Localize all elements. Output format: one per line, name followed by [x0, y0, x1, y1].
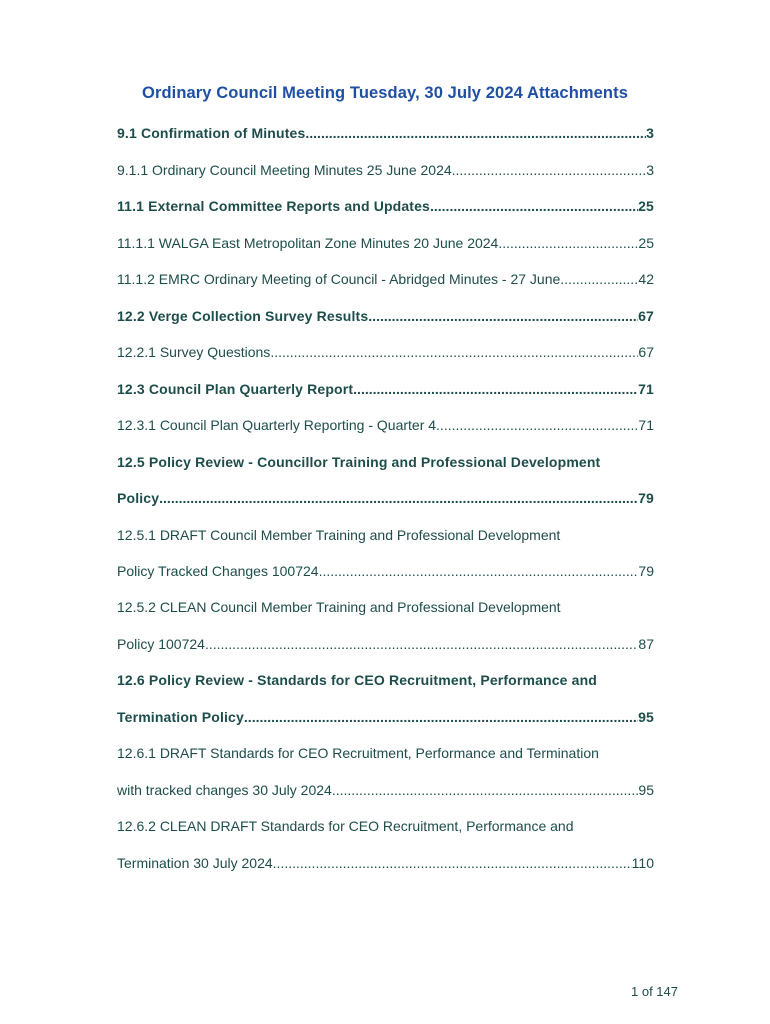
toc-entry[interactable] — [117, 561, 654, 581]
toc-dot-leader — [353, 379, 638, 399]
toc-entry-page: 71 — [638, 417, 654, 433]
toc-entry[interactable] — [117, 342, 654, 362]
toc-entry[interactable] — [117, 707, 654, 727]
toc-entry[interactable] — [117, 379, 654, 399]
toc-entry-text: Termination Policy — [117, 709, 244, 725]
toc-dot-leader — [305, 123, 646, 143]
document-title: Ordinary Council Meeting Tuesday, 30 July 2024 Attachments — [142, 84, 628, 102]
toc-entry[interactable] — [117, 123, 654, 143]
toc-entry-text: Policy 100724 — [117, 636, 205, 652]
toc-entry[interactable] — [117, 196, 654, 216]
toc-entry-text: 12.6.2 CLEAN DRAFT Standards for CEO Recruitment, Performance and — [117, 818, 574, 834]
toc-entry-page: 71 — [638, 381, 654, 397]
toc-entry-page: 79 — [638, 563, 654, 579]
toc-entry-text: 12.2.1 Survey Questions — [117, 344, 271, 360]
toc-entry-text: 11.1 External Committee Reports and Updates — [117, 198, 430, 214]
toc-dot-leader — [244, 707, 638, 727]
toc-dot-leader — [273, 853, 632, 873]
toc-dot-leader — [159, 488, 638, 508]
toc-dot-leader — [205, 634, 638, 654]
toc-dot-leader — [498, 233, 638, 253]
toc-entry-text: 12.2 Verge Collection Survey Results — [117, 308, 369, 324]
toc-entry-text: 12.6.1 DRAFT Standards for CEO Recruitment, Performance and Termination — [117, 745, 599, 761]
toc-entry[interactable] — [117, 269, 654, 289]
toc-dot-leader — [430, 196, 638, 216]
toc-entry-page: 110 — [631, 855, 654, 871]
toc-entry-page: 67 — [638, 344, 654, 360]
toc-entry-text: 9.1.1 Ordinary Council Meeting Minutes 25 June 2024 — [117, 162, 452, 178]
toc-entry-page: 25 — [638, 235, 654, 251]
toc-entry-text: with tracked changes 30 July 2024 — [117, 782, 332, 798]
toc-entry-text: 11.1.1 WALGA East Metropolitan Zone Minutes 20 June 2024 — [117, 235, 499, 251]
toc-entry[interactable] — [117, 743, 654, 763]
toc-dot-leader — [436, 415, 638, 435]
toc-entry-page: 79 — [638, 490, 654, 506]
toc-entry-text: Policy — [117, 490, 160, 506]
toc-entry[interactable] — [117, 670, 654, 690]
toc-entry[interactable] — [117, 853, 654, 873]
toc-entry-page: 95 — [638, 709, 654, 725]
toc-entry[interactable] — [117, 306, 654, 326]
toc-dot-leader — [270, 342, 638, 362]
toc-entry[interactable] — [117, 780, 654, 800]
toc-entry-page: 95 — [638, 782, 654, 798]
toc-entry-text: Termination 30 July 2024 — [117, 855, 273, 871]
toc-entry[interactable] — [117, 634, 654, 654]
toc-entry[interactable] — [117, 415, 654, 435]
toc-entry[interactable] — [117, 452, 654, 472]
toc-entry[interactable] — [117, 160, 654, 180]
toc-entry-text: Policy Tracked Changes 100724 — [117, 563, 319, 579]
toc-entry-text: 12.6 Policy Review - Standards for CEO Recruitment, Performance and — [117, 672, 597, 688]
toc-entry-text: 12.3 Council Plan Quarterly Report — [117, 381, 354, 397]
toc-entry-page: 25 — [638, 198, 654, 214]
toc-dot-leader — [368, 306, 638, 326]
toc-entry-page: 3 — [646, 162, 654, 178]
toc-entry-text: 12.5 Policy Review - Councillor Training and Professional Development — [117, 454, 601, 470]
toc-entry-text: 12.5.2 CLEAN Council Member Training and Professional Development — [117, 599, 561, 615]
toc-entry-page: 67 — [638, 308, 654, 324]
page-indicator: 1 of 147 — [631, 984, 678, 999]
toc-dot-leader — [560, 269, 638, 289]
toc-entry[interactable] — [117, 488, 654, 508]
toc-entry-page: 87 — [638, 636, 654, 652]
toc-entry[interactable] — [117, 597, 654, 617]
toc-entry-text: 12.3.1 Council Plan Quarterly Reporting - Quarter 4 — [117, 417, 437, 433]
toc-entry-page: 42 — [638, 271, 654, 287]
toc-entry-text: 9.1 Confirmation of Minutes — [117, 125, 306, 141]
toc-entry-text: 12.5.1 DRAFT Council Member Training and Professional Development — [117, 527, 561, 543]
toc-entry[interactable] — [117, 525, 654, 545]
toc-dot-leader — [452, 160, 647, 180]
toc-entry[interactable] — [117, 816, 654, 836]
toc-dot-leader — [332, 780, 639, 800]
toc-entry-page: 3 — [646, 125, 654, 141]
toc-entry[interactable] — [117, 233, 654, 253]
toc-dot-leader — [319, 561, 639, 581]
toc-entry-text: 11.1.2 EMRC Ordinary Meeting of Council - Abridged Minutes - 27 June — [117, 271, 561, 287]
